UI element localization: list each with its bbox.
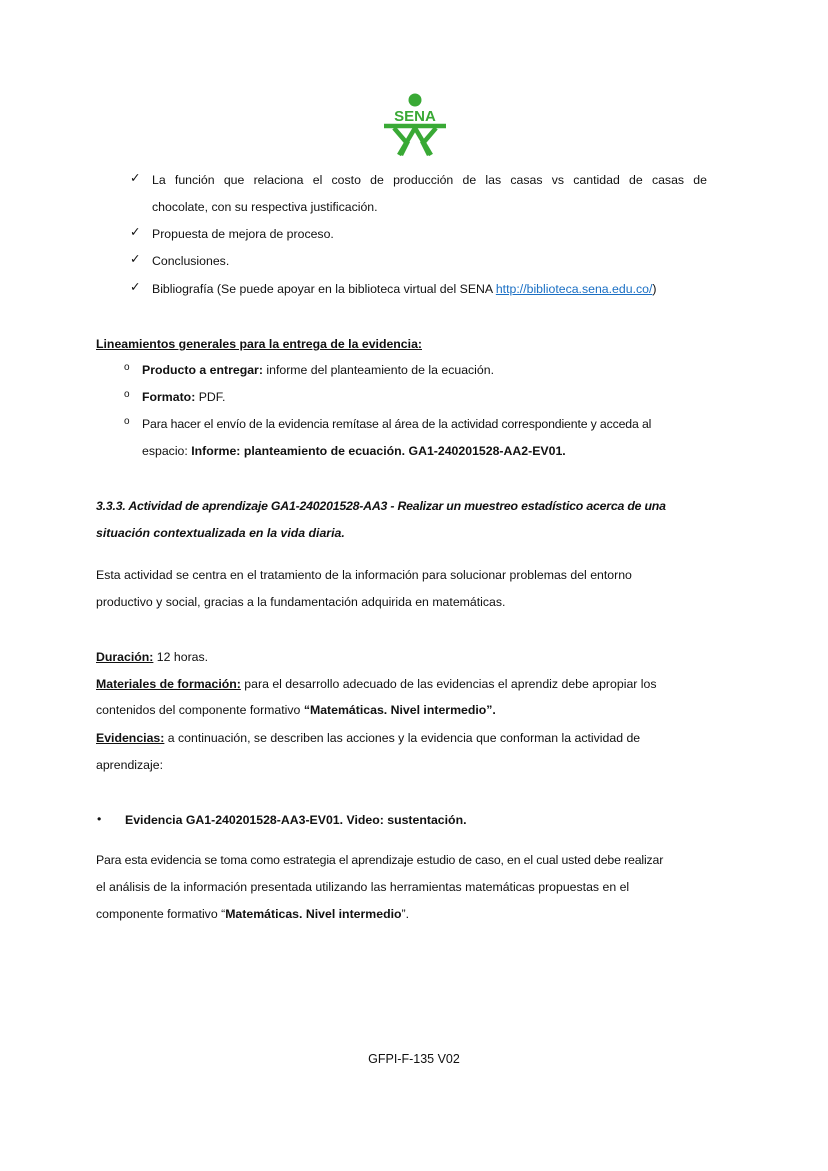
bibliography-text: Bibliografía (Se puede apoyar en la biblioteca virtual del SENA [152, 282, 496, 296]
guideline-space-name: Informe: planteamiento de ecuación. GA1-240201528-AA2-EV01. [191, 444, 566, 458]
circle-bullet-icon: o [124, 362, 130, 373]
bibliography-close: ) [652, 282, 657, 296]
checkmark-icon: ✓ [130, 252, 141, 266]
component-name: Matemáticas. Nivel intermedio [225, 907, 402, 921]
case-study-text-end [96, 906, 409, 922]
checklist-item-3: Conclusiones. [152, 254, 230, 268]
guideline-item-3: Para hacer el envío de la evidencia remítase al área de la actividad correspondiente y acceda al [142, 417, 652, 431]
guideline-text: espacio: [142, 444, 192, 458]
evidences-text: a continuación, se describen las acciones y la evidencia que conforman la actividad de [164, 731, 641, 745]
case-study-text-cont: el análisis de la información presentada utilizando las herramientas matemáticas propuestas en el [96, 880, 630, 894]
guideline-label: Formato: [142, 390, 196, 404]
circle-bullet-icon: o [124, 416, 130, 427]
checklist-item-1-cont: chocolate, con su respectiva justificación. [152, 200, 378, 214]
checkmark-icon: ✓ [130, 280, 141, 294]
guideline-label: Producto a entregar: [142, 363, 263, 377]
checklist-item-4 [152, 281, 657, 297]
svg-text:SENA: SENA [394, 108, 436, 125]
duration-value: 12 horas. [153, 650, 209, 664]
evidences [96, 730, 640, 746]
guideline-text: informe del planteamiento de la ecuación. [262, 363, 495, 377]
checkmark-icon: ✓ [130, 171, 141, 185]
materials-component: “Matemáticas. Nivel intermedio”. [303, 703, 496, 717]
guideline-item-3-cont [142, 443, 566, 459]
bullet-icon: • [97, 812, 102, 826]
materials [96, 676, 657, 692]
case-study-text: Para esta evidencia se toma como estrategia el aprendizaje estudio de caso, en el cual usted debe realizar [96, 853, 664, 867]
circle-bullet-icon: o [124, 389, 130, 400]
guideline-item-2 [142, 389, 225, 405]
intro-text: Esta actividad se centra en el tratamiento de la información para solucionar problemas del entorno [96, 568, 632, 582]
section-title: 3.3.3. Actividad de aprendizaje GA1-240201528-AA3 - Realizar un muestreo estadístico acerca de una [96, 499, 666, 513]
guideline-item-1 [142, 362, 494, 378]
evidences-label: Evidencias: [96, 731, 165, 745]
materials-text: para el desarrollo adecuado de las evidencias el aprendiz debe apropiar los [240, 677, 657, 691]
intro-text-cont: productivo y social, gracias a la fundamentación adquirida en matemáticas. [96, 595, 506, 609]
checklist-item-1: La función que relaciona el costo de producción de las casas vs cantidad de casas de [152, 173, 707, 187]
guideline-text: PDF. [195, 390, 226, 404]
evidence-item: Evidencia GA1-240201528-AA3-EV01. Video: sustentación. [125, 813, 467, 827]
text: ”. [401, 907, 410, 921]
materials-text: contenidos del componente formativo [96, 703, 304, 717]
duration [96, 649, 208, 665]
guidelines-heading: Lineamientos generales para la entrega de la evidencia: [96, 337, 422, 351]
checkmark-icon: ✓ [130, 225, 141, 239]
duration-label: Duración: [96, 650, 154, 664]
footer-code: GFPI-F-135 V02 [368, 1052, 460, 1066]
checklist-item-2: Propuesta de mejora de proceso. [152, 227, 334, 241]
section-title-cont: situación contextualizada en la vida diaria. [96, 526, 345, 540]
sena-logo [380, 93, 450, 157]
materials-label: Materiales de formación: [96, 677, 241, 691]
materials-cont [96, 702, 496, 718]
text: componente formativo “ [96, 907, 226, 921]
library-link[interactable]: http://biblioteca.sena.edu.co/ [495, 282, 653, 296]
evidences-cont: aprendizaje: [96, 758, 163, 772]
